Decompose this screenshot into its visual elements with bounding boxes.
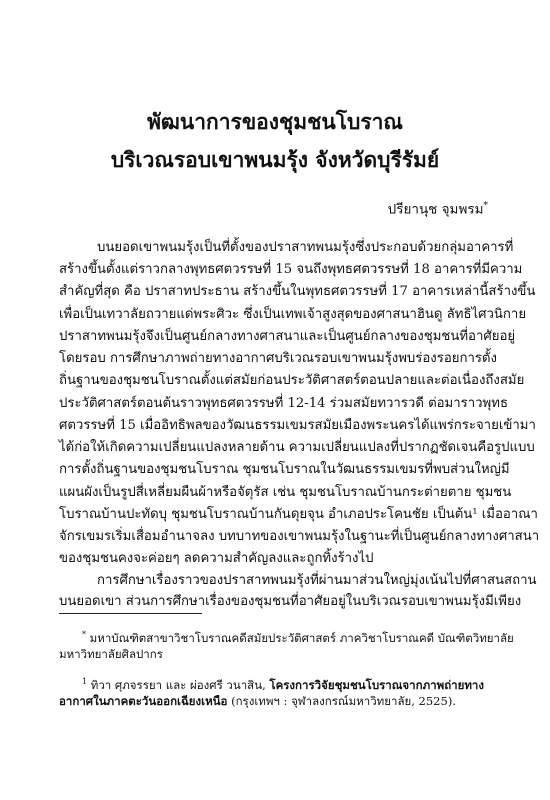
paragraph-1-line: บนยอดเขาพนมรุ้งเป็นที่ตั้งของปราสาทพนมรุ้งซึ่งประกอบด้วยกลุ่มอาคารที่	[97, 240, 514, 255]
footnote-star-mark: *	[82, 630, 86, 639]
paragraph-1-line: สำคัญที่สุด คือ ปราสาทประธาน สร้างขึ้นในพุทธศตวรรษที่ 17 อาคารเหล่านี้สร้างขึ้น	[59, 284, 536, 299]
footnote-star-line-2: มหาวิทยาลัยศิลปากร	[59, 647, 163, 661]
paragraph-1-line: สร้างขึ้นตั้งแต่ราวกลางพุทธศตวรรษที่ 15 จนถึงพุทธศตวรรษที่ 18 อาคารที่มีความ	[59, 262, 523, 277]
paragraph-1-line: ศตวรรษที่ 15 เมื่ออิทธิพลของวัฒนธรรมเขมรสมัยเมืองพระนครได้แพร่กระจายเข้ามา	[59, 418, 536, 433]
footnote-1-title: โครงการวิจัยชุมชนโบราณจากภาพถ่ายทาง	[269, 677, 485, 692]
paragraph-1-line: ของชุมชนคงจะค่อยๆ ลดความสำคัญลงและถูกทิ้งร้างไป	[59, 551, 374, 566]
paragraph-2-line: บนยอดเขา ส่วนการศึกษาเรื่องของชุมชนที่อาศัยอยู่ในบริเวณรอบเขาพนมรุ้งมีเพียง	[59, 594, 522, 609]
paragraph-1-line: ปราสาทพนมรุ้งจึงเป็นศูนย์กลางทางศาสนาและเป็นศูนย์กลางของชุมชนที่อาศัยอยู่	[59, 329, 516, 344]
paragraph-1-line: โบราณบ้านปะทัดบุ ชุมชนโบราณบ้านกันดุยจุน อำเภอประโคนชัย เป็นต้น¹ เมื่ออาณา	[59, 507, 538, 522]
author-name: ปรียานุช จุมพรม	[387, 201, 484, 218]
paragraph-1-line: จักรเขมรเริ่มเสื่อมอำนาจลง บทบาทของเขาพนมรุ้งในฐานะที่เป็นศูนย์กลางทางศาสนา	[59, 529, 540, 544]
footnote-1-title-cont: อากาศในภาคตะวันออกเฉียงเหนือ	[59, 694, 228, 708]
footnote-star-line-1	[82, 626, 514, 647]
footnote-star-text: มหาบัณฑิตสาขาวิชาโบราณคดีสมัยประวัติศาสตร์ ภาควิชาโบราณคดี บัณฑิตวิทยาลัย	[89, 630, 514, 645]
footnote-1-authors: ทิวา ศุภจรรยา และ ผ่องศรี วนาสิน,	[90, 677, 270, 692]
footnote-1-publication: (กรุงเทพฯ : จุฬาลงกรณ์มหาวิทยาลัย, 2525).	[227, 694, 456, 708]
paragraph-1-line: การตั้งถิ่นฐานของชุมชนโบราณ ชุมชนโบราณในวัฒนธรรมเขมรที่พบส่วนใหญ่มี	[59, 462, 510, 477]
paragraph-1-line: ประวัติศาสตร์ตอนต้นราวพุทธศตวรรษที่ 12-14 ร่วมสมัยทวารวดี ต่อมาราวพุทธ	[59, 396, 508, 411]
paragraph-1-line: ถิ่นฐานของชุมชนโบราณตั้งแต่สมัยก่อนประวัติศาสตร์ตอนปลายและต่อเนื่องถึงสมัย	[59, 373, 525, 388]
paragraph-2-line: การศึกษาเรื่องราวของปราสาทพนมรุ้งที่ผ่านมาส่วนใหญ่มุ่งเน้นไปที่ศาสนสถาน	[97, 573, 537, 588]
footnote-1-line-1	[82, 673, 492, 694]
paragraph-1-line: ได้ก่อให้เกิดความเปลี่ยนแปลงหลายด้าน ความเปลี่ยนแปลงที่ปรากฏชัดเจนคือรูปแบบ	[59, 440, 535, 455]
paragraph-1-line: เพื่อเป็นเทวาลัยถวายแด่พระศิวะ ซึ่งเป็นเทพเจ้าสูงสุดของศาสนาฮินดู ลัทธิไศวนิกาย	[59, 307, 527, 322]
author-footnote-mark: *	[483, 201, 488, 211]
paragraph-1-line: โดยรอบ การศึกษาภาพถ่ายทางอากาศบริเวณรอบเขาพนมรุ้งพบร่องรอยการตั้ง	[59, 351, 497, 366]
footnote-divider	[59, 613, 202, 614]
title-line-1: พัฒนาการของชุมชนโบราณ	[147, 109, 403, 134]
footnote-1-line-2	[59, 693, 489, 710]
footnote-1-mark: 1	[82, 677, 88, 686]
author-byline	[388, 196, 488, 220]
title-line-2: บริเวณรอบเขาพนมรุ้ง จังหวัดบุรีรัมย์	[110, 147, 440, 172]
paragraph-1-line: แผนผังเป็นรูปสี่เหลี่ยมผืนผ้าหรือจัตุรัส เช่น ชุมชนโบราณบ้านกระต่ายตาย ชุมชน	[59, 485, 512, 500]
